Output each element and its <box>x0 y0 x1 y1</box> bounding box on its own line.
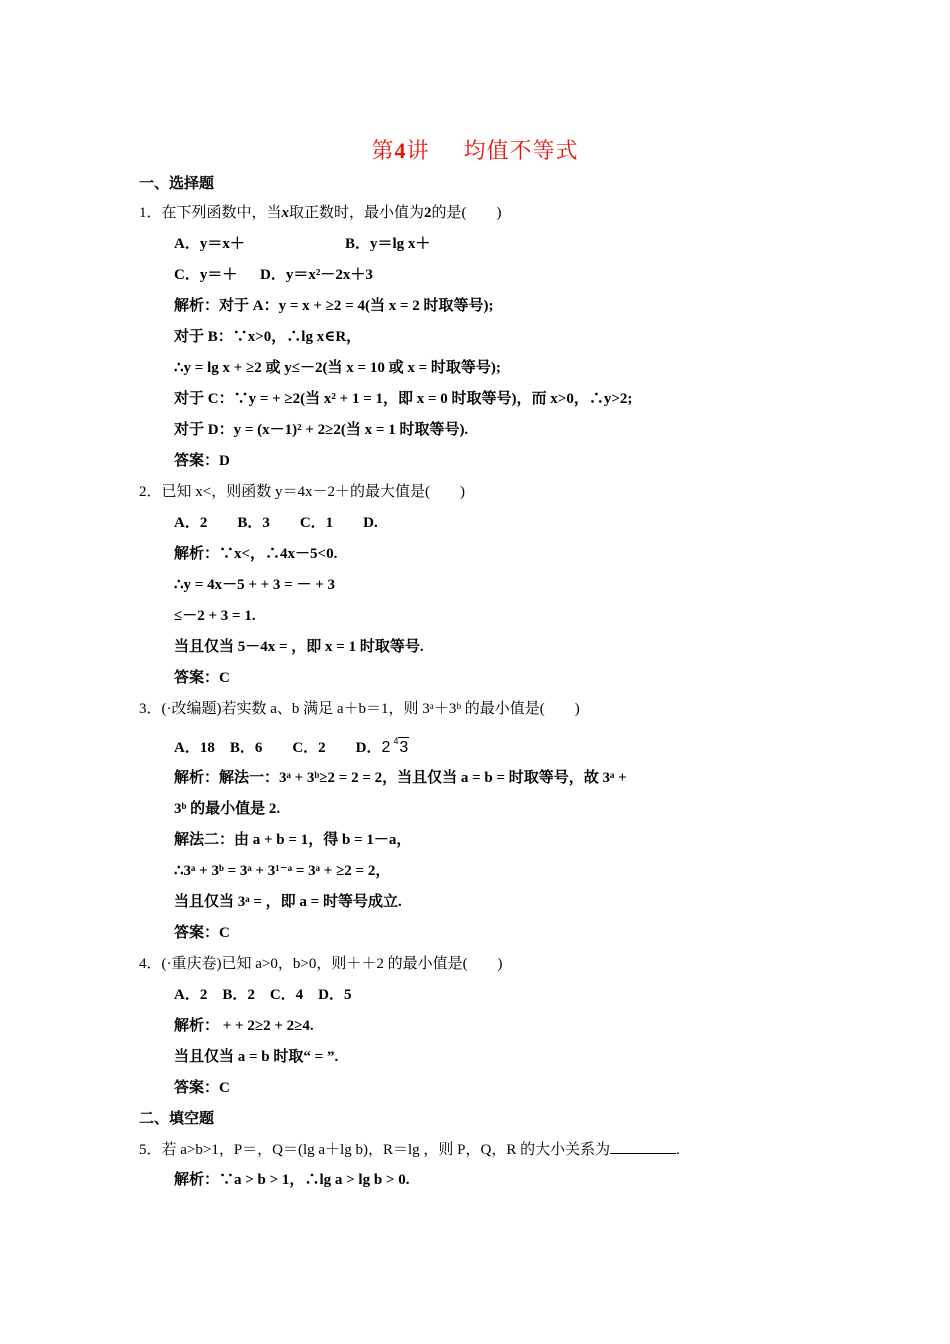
q3-options: A．18 B．6 C．2 D．2 4 3 <box>174 736 409 756</box>
q4-options: A．2 B．2 C．4 D．5 <box>174 987 352 1003</box>
q5-solution-line: 解析：∵a > b > 1，∴lg a > lg b > 0. <box>174 1172 410 1188</box>
q1-solution-line: 对于 D：y = (x－1)² + 2≥2(当 x = 1 时取等号). <box>174 422 469 438</box>
title-name: 均值不等式 <box>463 138 579 163</box>
q1-option-a: A．y＝x＋ <box>174 236 245 252</box>
q1-solution-line: 解析：对于 A：y = x + ≥2 = 4(当 x = 2 时取等号); <box>174 298 494 314</box>
q3-stem: 3．(·改编题)若实数 a、b 满足 a＋b＝1，则 3ᵃ＋3ᵇ 的最小值是( ) <box>139 701 580 717</box>
q2-solution-line: 解析：∵x<，∴4x－5<0. <box>174 546 338 562</box>
q1-solution-line: 对于 B：∵x>0，∴lg x∈R， <box>174 329 362 345</box>
section-heading-fill: 二、填空题 <box>139 1111 215 1127</box>
q3-answer: 答案：C <box>174 925 230 941</box>
q1-solution-line: ∴y = lg x + ≥2 或 y≤－2(当 x = 10 或 x = 时取等号); <box>174 360 501 376</box>
q3-solution-line: 解法二：由 a + b = 1，得 b = 1－a， <box>174 832 412 848</box>
q4-answer: 答案：C <box>174 1080 230 1096</box>
q3-solution-line: 3ᵇ 的最小值是 2. <box>174 801 281 817</box>
q1-stem: 1．在下列函数中，当x取正数时，最小值为2的是( ) <box>139 205 502 221</box>
q3-solution-line: 当且仅当 3ᵃ = ，即 a = 时等号成立. <box>174 894 402 910</box>
q4-solution-line: 解析： + + 2≥2 + 2≥4. <box>174 1018 314 1034</box>
title-part2: 讲 <box>406 138 430 163</box>
q2-solution-line: ≤－2 + 3 = 1. <box>174 608 256 624</box>
q3-solution-line: 解析：解法一：3ᵃ + 3ᵇ≥2 = 2 = 2，当且仅当 a = b = 时取等号，故 3ᵃ + <box>174 770 627 786</box>
q2-solution-line: ∴y = 4x－5 + + 3 = － + 3 <box>174 577 336 593</box>
q2-stem: 2．已知 x<，则函数 y＝4x－2＋的最大值是( ) <box>139 484 465 500</box>
q3-radical: 2 4 3 <box>381 736 409 756</box>
q2-options: A．2 B．3 C．1 D. <box>174 515 378 531</box>
section-heading-choice: 一、选择题 <box>139 176 215 192</box>
lesson-title <box>0 134 950 165</box>
q2-answer: 答案：C <box>174 670 230 686</box>
q2-solution-line: 当且仅当 5－4x = ，即 x = 1 时取等号. <box>174 639 424 655</box>
title-part1: 第 <box>371 138 395 163</box>
q4-stem: 4．(·重庆卷)已知 a>0，b>0，则＋＋2 的最小值是( ) <box>139 956 503 972</box>
q3-solution-line: ∴3ᵃ + 3ᵇ = 3ᵃ + 3¹⁻ᵃ = 3ᵃ + ≥2 = 2， <box>174 863 391 879</box>
title-number: 4 <box>394 138 407 163</box>
q1-option-c: C．y＝＋ <box>174 267 238 283</box>
q1-option-d: D．y＝x²－2x＋3 <box>260 267 373 283</box>
q1-solution-line: 对于 C：∵y = + ≥2(当 x² + 1 = 1，即 x = 0 时取等号)，而 x>0，∴y>2; <box>174 391 633 407</box>
q1-option-b: B．y＝lg x＋ <box>345 236 431 252</box>
q4-solution-line: 当且仅当 a = b 时取“ = ”. <box>174 1049 339 1065</box>
q1-answer: 答案：D <box>174 453 230 469</box>
q5-stem: 5．若 a>b>1，P＝，Q＝(lg a＋lg b)，R＝lg ，则 P，Q，R 的大小关系为 . <box>139 1139 680 1160</box>
answer-blank[interactable] <box>610 1139 676 1154</box>
